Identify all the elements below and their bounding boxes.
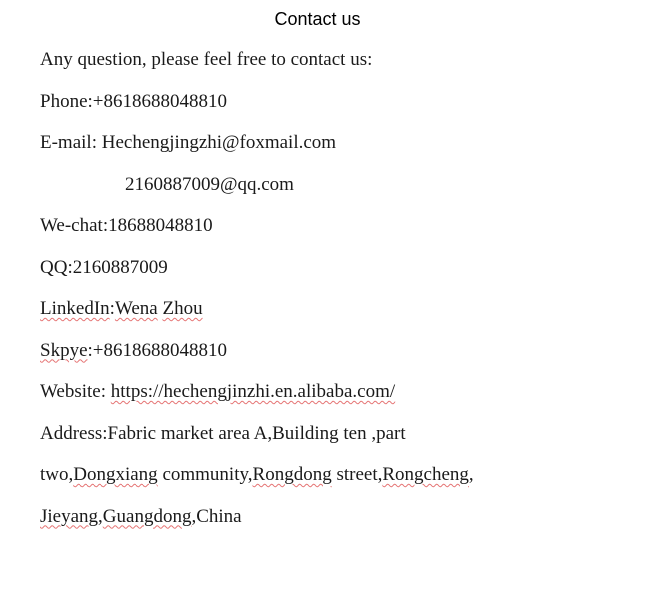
skype-line bbox=[40, 339, 640, 363]
email-primary[interactable]: Hechengjingzhi@foxmail.com bbox=[101, 132, 337, 153]
address-text: two, bbox=[40, 464, 74, 485]
address-word: Rongcheng bbox=[382, 464, 469, 485]
wechat-line bbox=[40, 214, 640, 238]
phone-value[interactable]: +8618688048810 bbox=[92, 90, 227, 112]
address-word: Guangdong bbox=[102, 505, 192, 527]
address-text: street, bbox=[331, 464, 383, 485]
linkedin-line bbox=[40, 297, 640, 321]
linkedin-label: LinkedIn bbox=[40, 298, 110, 319]
skype-value: :+8618688048810 bbox=[87, 339, 227, 361]
address-word: Rongdong bbox=[252, 464, 332, 485]
address-text: , bbox=[98, 505, 103, 527]
wechat-label: We-chat: bbox=[40, 215, 109, 236]
address-text: community, bbox=[157, 464, 253, 485]
wechat-value: 18688048810 bbox=[108, 215, 213, 236]
page-title: Contact us bbox=[274, 9, 361, 29]
website-line bbox=[40, 380, 640, 404]
address-line-1: Address:Fabric market area A,Building ten ,part bbox=[40, 422, 406, 444]
phone-label: Phone: bbox=[40, 90, 93, 112]
intro-text: Any question, please feel free to contact us: bbox=[40, 49, 373, 70]
email-label: E-mail: bbox=[40, 132, 102, 153]
email-secondary-line bbox=[40, 173, 640, 197]
qq-line bbox=[40, 256, 640, 280]
qq-value: 2160887009 bbox=[72, 256, 168, 278]
address-word: Jieyang bbox=[40, 505, 99, 527]
address-word: Dongxiang bbox=[73, 464, 158, 485]
address-line-2 bbox=[40, 463, 640, 487]
email-secondary[interactable]: 2160887009@qq.com bbox=[125, 173, 294, 195]
linkedin-name-last: Zhou bbox=[162, 298, 203, 319]
website-label: Website: bbox=[40, 381, 111, 402]
linkedin-name-first: Wena bbox=[114, 298, 158, 319]
website-link[interactable]: https://hechengjinzhi.en.alibaba.com/ bbox=[110, 381, 396, 402]
address-text: , bbox=[468, 464, 474, 485]
contact-body bbox=[40, 48, 640, 546]
skype-label: Skpye bbox=[40, 339, 88, 361]
phone-line bbox=[40, 90, 640, 114]
linkedin-sep: : bbox=[109, 298, 115, 319]
qq-label: QQ: bbox=[40, 256, 73, 278]
email-line bbox=[40, 131, 640, 155]
address-line-3 bbox=[40, 505, 640, 529]
address-text: ,China bbox=[191, 505, 242, 527]
